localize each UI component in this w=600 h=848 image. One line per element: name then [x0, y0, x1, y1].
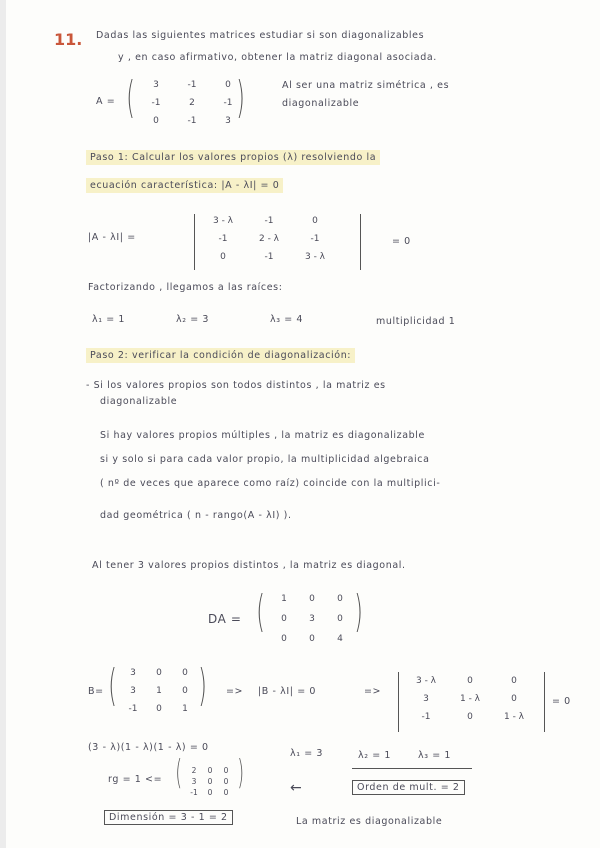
det-a-cell: -1: [310, 234, 320, 244]
da-left-paren: (: [256, 586, 265, 637]
eigen-a-3: λ₃ = 4: [270, 314, 304, 325]
char-b: (3 - λ)(1 - λ)(1 - λ) = 0: [88, 742, 209, 753]
eigen-b-2: λ₂ = 1: [358, 750, 392, 761]
det-b-left-bar: [398, 672, 399, 732]
matrix-b-cell: 0: [156, 668, 162, 678]
det-b-matrix: [404, 676, 536, 722]
rank-right-paren: ): [237, 753, 244, 793]
matrix-a-cell: 0: [153, 116, 159, 126]
eigen-a-multiplicity: multiplicidad 1: [376, 316, 456, 327]
matrix-b-cell: 0: [156, 704, 162, 714]
conclusion-a: Al tener 3 valores propios distintos , la matriz es diagonal.: [92, 560, 406, 571]
arrow-2: =>: [364, 686, 382, 697]
eigen-b-underline: [352, 768, 472, 769]
matrix-da-cell: 1: [281, 594, 287, 604]
matrix-a-cell: -1: [187, 116, 197, 126]
final-statement: La matriz es diagonalizable: [296, 816, 443, 827]
bullet2-line-1: Si hay valores propios múltiples , la matriz es diagonalizable: [100, 430, 425, 441]
matrix-b-cell: 0: [182, 686, 188, 696]
matrix-a-label: A =: [96, 96, 116, 107]
matrix-a-note-1: Al ser una matriz simétrica , es: [282, 80, 450, 91]
matrix-a-cell: -1: [151, 98, 161, 108]
det-a-cell: -1: [218, 234, 228, 244]
intro-line-2: y , en caso afirmativo, obtener la matriz diagonal asociada.: [118, 52, 437, 63]
page-margin: [0, 0, 6, 848]
rank-matrix-cell: 0: [223, 766, 229, 775]
da-label: DA =: [208, 612, 242, 626]
matrix-a: [138, 80, 246, 126]
matrix-da-cell: 3: [309, 614, 315, 624]
dimension-box: Dimensión = 3 - 1 = 2: [104, 810, 233, 825]
matrix-da: [270, 594, 354, 644]
det-b-cell: 0: [467, 676, 473, 686]
rank-left-paren: (: [175, 753, 182, 793]
det-b-cell: 0: [467, 712, 473, 722]
det-b-cell: 1 - λ: [459, 694, 481, 704]
det-b-cell: 3 - λ: [415, 676, 437, 686]
matrix-a-cell: -1: [223, 98, 233, 108]
rank-arrow: ←: [290, 780, 303, 796]
eigen-b-1: λ₁ = 3: [290, 748, 324, 759]
matrix-b-cell: 1: [182, 704, 188, 714]
matrix-da-cell: 0: [309, 594, 315, 604]
paso1-line-1: Paso 1: Calcular los valores propios (λ) resolviendo la: [86, 152, 380, 163]
matrix-a-right-paren: ): [236, 72, 245, 123]
matrix-da-cell: 0: [337, 614, 343, 624]
det-b-equals: = 0: [552, 696, 571, 707]
det-b-cell: -1: [421, 712, 431, 722]
bullet2-line-4: dad geométrica ( n - rango(A - λI) ).: [100, 510, 292, 521]
det-a-cell: -1: [264, 252, 274, 262]
rank-matrix-cell: 0: [223, 788, 229, 797]
det-b-right-bar: [544, 672, 545, 732]
matrix-b-cell: 3: [130, 686, 136, 696]
problem-number: 11.: [54, 30, 83, 49]
matrix-da-cell: 4: [337, 634, 343, 644]
order-box: Orden de mult. = 2: [352, 780, 465, 795]
bullet2-line-2: si y solo si para cada valor propio, la multiplicidad algebraica: [100, 454, 430, 465]
matrix-b: [120, 668, 198, 714]
matrix-a-cell: 3: [225, 116, 231, 126]
matrix-a-cell: 0: [225, 80, 231, 90]
eigen-a-1: λ₁ = 1: [92, 314, 126, 325]
det-a-cell: 0: [312, 216, 318, 226]
paso2-line-1: Paso 2: verificar la condición de diagonalización:: [86, 350, 355, 361]
da-right-paren: ): [354, 586, 363, 637]
rank-matrix-cell: 2: [191, 766, 197, 775]
matrix-a-cell: -1: [187, 80, 197, 90]
matrix-b-cell: 0: [182, 668, 188, 678]
det-b-expr: |B - λI| = 0: [258, 686, 317, 697]
rank-matrix-cell: 0: [207, 777, 213, 786]
det-a-label: |A - λI| =: [88, 232, 136, 243]
det-a-matrix: [200, 216, 338, 262]
det-b-cell: 3: [423, 694, 429, 704]
det-a-cell: -1: [264, 216, 274, 226]
rank-matrix-cell: -1: [190, 788, 198, 797]
matrix-a-cell: 2: [189, 98, 195, 108]
det-a-cell: 0: [220, 252, 226, 262]
eigen-a-2: λ₂ = 3: [176, 314, 210, 325]
arrow-1: =>: [226, 686, 244, 697]
matrix-a-left-paren: (: [126, 72, 135, 123]
rank-matrix-cell: 0: [207, 788, 213, 797]
det-a-cell: 3 - λ: [212, 216, 234, 226]
rank-matrix: [186, 766, 234, 797]
rank-text: rg = 1 <=: [108, 774, 163, 785]
matrix-b-cell: -1: [128, 704, 138, 714]
det-b-cell: 1 - λ: [503, 712, 525, 722]
matrix-b-cell: 3: [130, 668, 136, 678]
matrix-a-note-2: diagonalizable: [282, 98, 360, 109]
bullet1-line-1: - Si los valores propios son todos distintos , la matriz es: [86, 380, 386, 391]
matrix-b-label: B=: [88, 686, 104, 697]
factor-line: Factorizando , llegamos a las raíces:: [88, 282, 283, 293]
matrix-da-cell: 0: [309, 634, 315, 644]
rank-matrix-cell: 0: [223, 777, 229, 786]
det-a-cell: 2 - λ: [258, 234, 280, 244]
intro-line-1: Dadas las siguientes matrices estudiar si son diagonalizables: [96, 30, 425, 41]
bullet2-line-3: ( nº de veces que aparece como raíz) coincide con la multiplici-: [100, 478, 441, 489]
det-b-cell: 0: [511, 676, 517, 686]
rank-matrix-cell: 0: [207, 766, 213, 775]
det-a-right-bar: [360, 214, 361, 270]
matrix-da-cell: 0: [281, 614, 287, 624]
bullet1-line-2: diagonalizable: [100, 396, 178, 407]
rank-matrix-cell: 3: [191, 777, 197, 786]
paso1-line-2: ecuación característica: |A - λI| = 0: [86, 180, 283, 191]
det-a-equals: = 0: [392, 236, 411, 247]
det-a-cell: 3 - λ: [304, 252, 326, 262]
matrix-b-left-paren: (: [108, 660, 117, 711]
matrix-da-cell: 0: [337, 594, 343, 604]
matrix-b-right-paren: ): [198, 660, 207, 711]
det-b-cell: 0: [511, 694, 517, 704]
det-a-left-bar: [194, 214, 195, 270]
matrix-da-cell: 0: [281, 634, 287, 644]
matrix-b-cell: 1: [156, 686, 162, 696]
eigen-b-3: λ₃ = 1: [418, 750, 452, 761]
matrix-a-cell: 3: [153, 80, 159, 90]
